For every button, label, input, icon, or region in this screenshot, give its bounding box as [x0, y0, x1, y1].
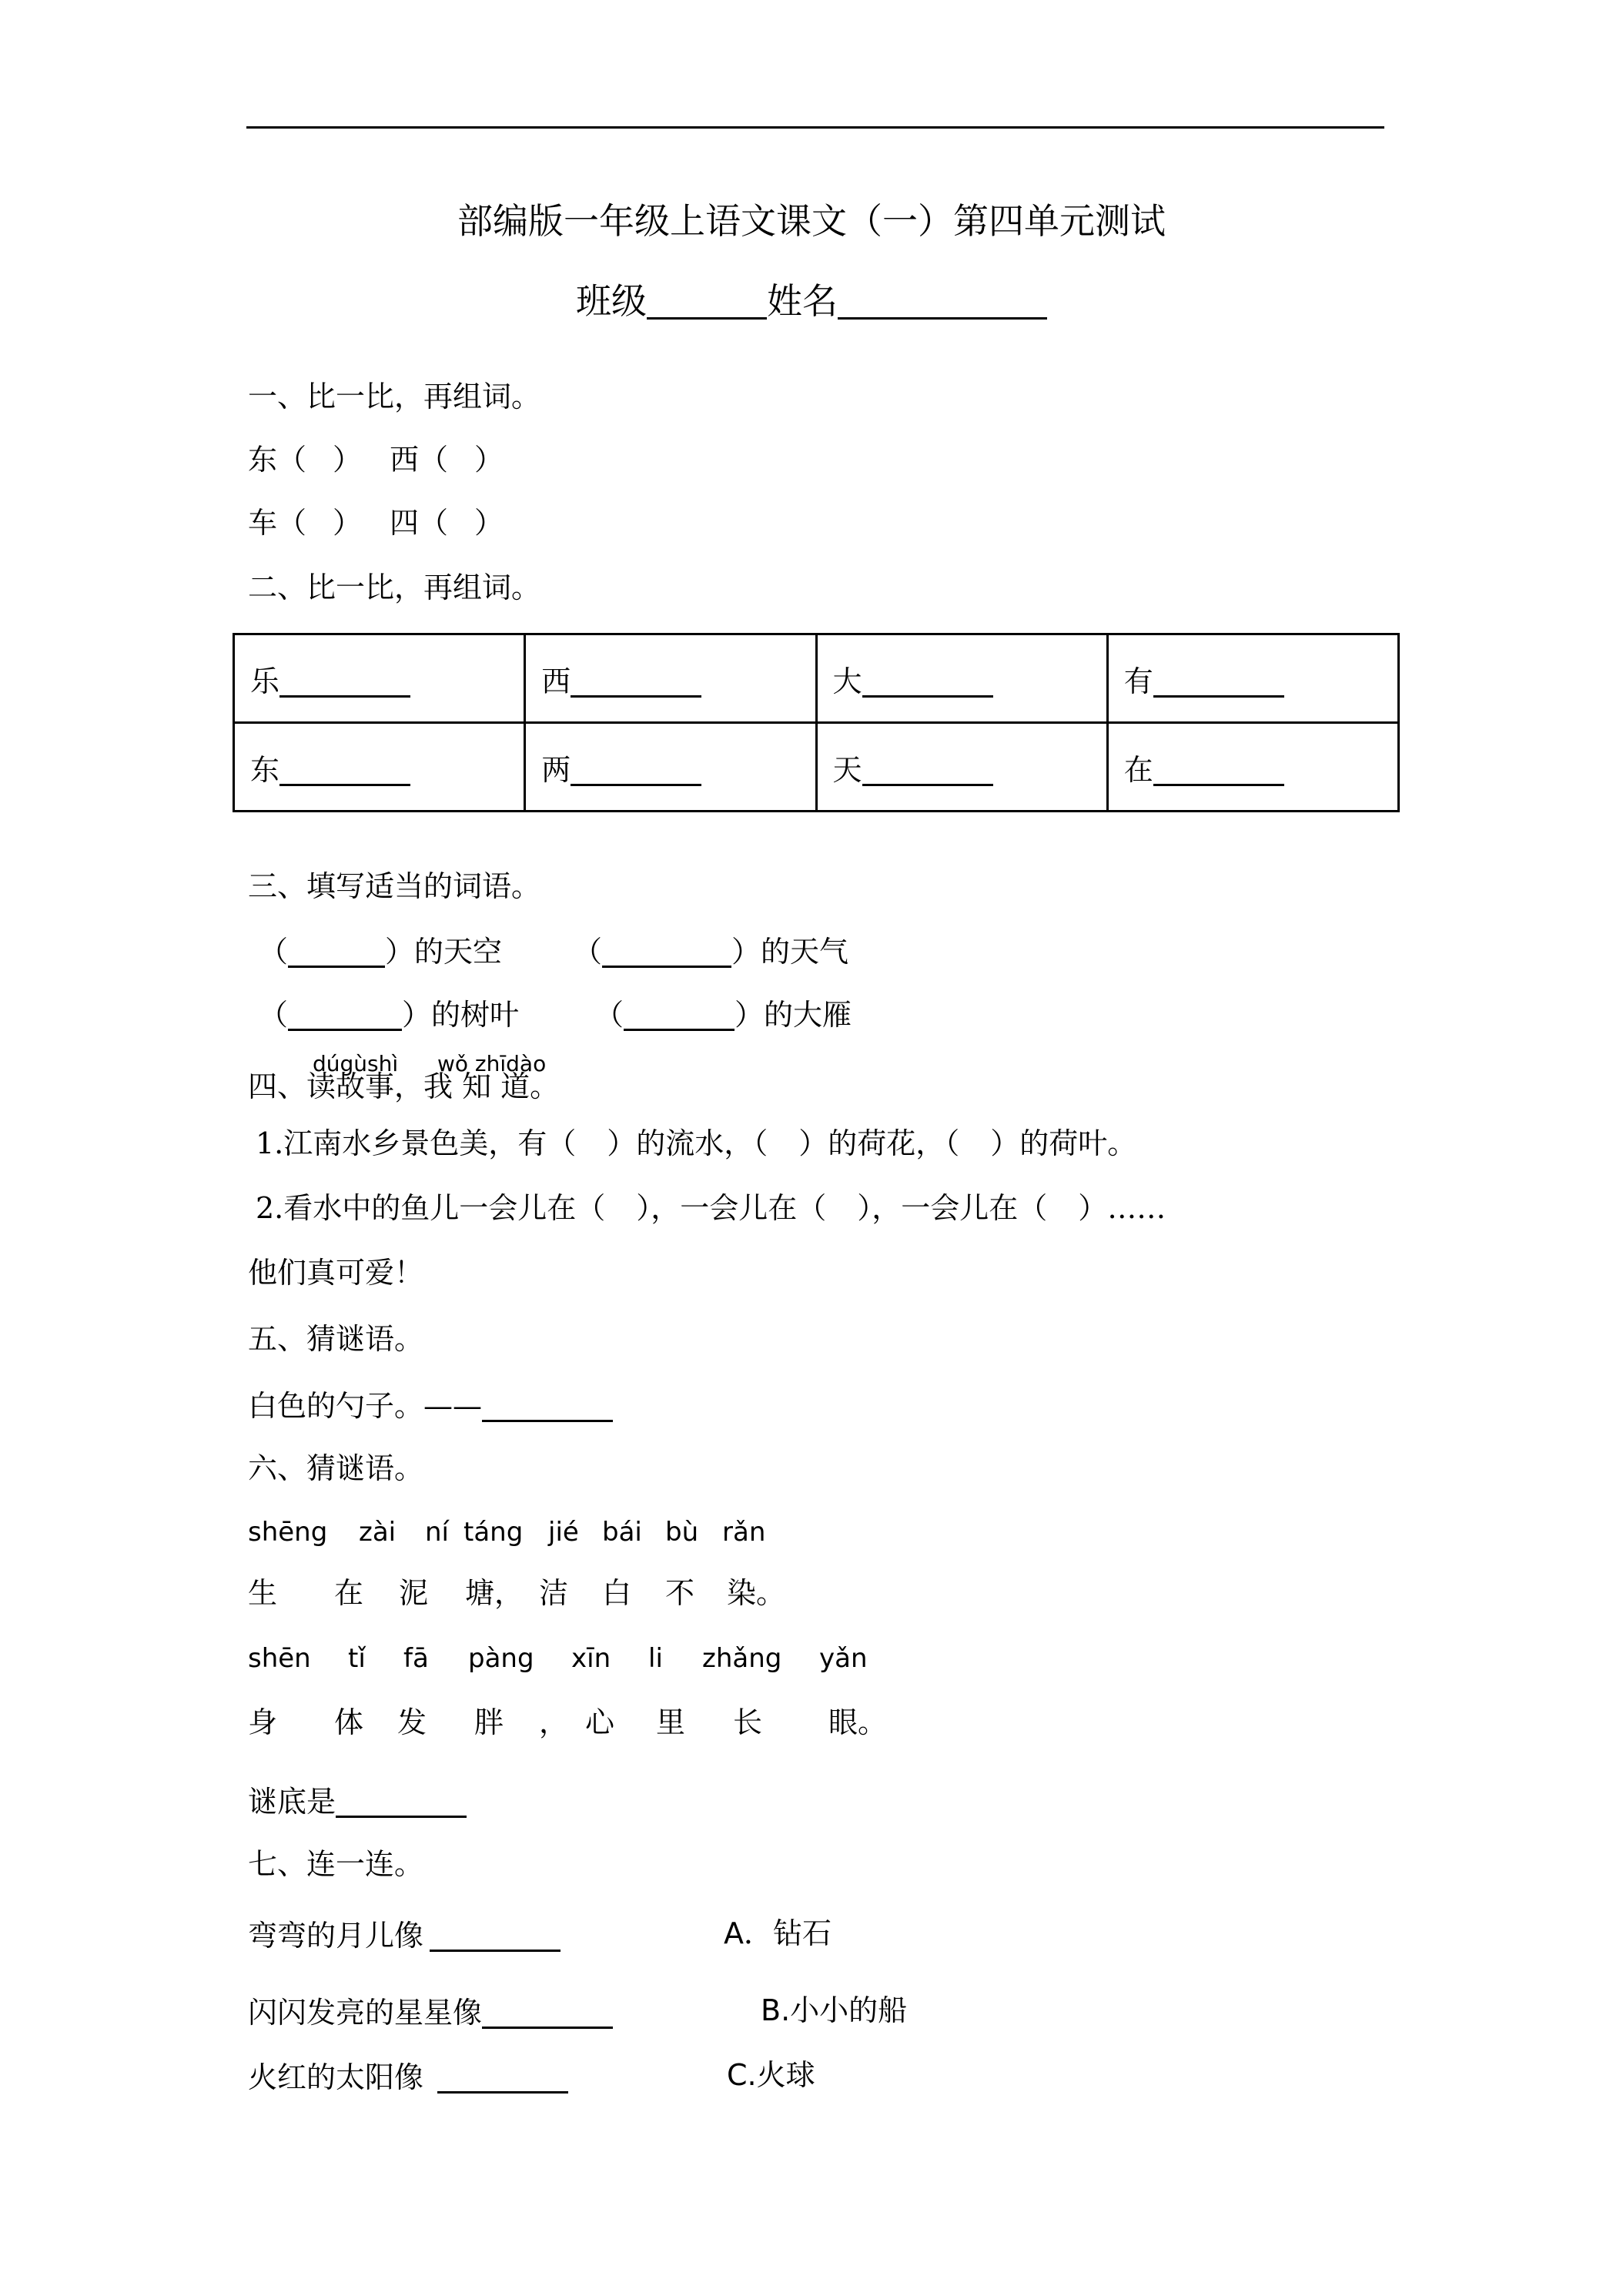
hanzi-char: 塘， — [465, 1576, 524, 1610]
section-1-heading: 一、比一比，再组词。 — [248, 380, 541, 413]
match-blank[interactable] — [482, 1996, 613, 2029]
fill-phrase — [259, 998, 519, 1031]
riddle-answer — [248, 1785, 467, 1818]
question-2 — [256, 1193, 1166, 1223]
q-text: 1.江南水乡景色美，有（ — [256, 1126, 577, 1160]
pinyin-syllable: zhǎng — [702, 1643, 782, 1674]
phrase-blank[interactable] — [624, 998, 735, 1031]
cell-char: 在 — [1123, 752, 1153, 787]
table-cell[interactable] — [234, 634, 525, 723]
phrase-text: 的树叶 — [431, 998, 520, 1032]
fill-phrase — [594, 998, 852, 1031]
section-1-row-2 — [248, 506, 504, 540]
word-table — [233, 633, 1400, 812]
paren-close: ） — [402, 998, 432, 1032]
question-1 — [256, 1126, 1137, 1160]
phrase-blank[interactable] — [602, 935, 731, 968]
pinyin-syllable: rǎn — [722, 1517, 766, 1548]
item-text: 车（ — [248, 506, 307, 540]
table-row — [234, 634, 1399, 723]
heading-text: 读故事，我 知 道。 — [306, 1069, 560, 1103]
table-cell[interactable] — [1107, 634, 1398, 723]
cell-char: 东 — [250, 752, 280, 787]
class-label: 班级 — [576, 280, 647, 322]
table-cell[interactable] — [816, 723, 1107, 812]
cell-blank[interactable] — [279, 664, 410, 698]
hanzi-char: 泥 — [399, 1576, 429, 1610]
match-left-text: 火红的太阳像 — [248, 2060, 424, 2094]
paren-close: ） — [731, 935, 761, 969]
match-left-text: 弯弯的月儿像 — [248, 1919, 424, 1953]
class-blank[interactable] — [647, 286, 767, 320]
match-blank[interactable] — [430, 1919, 561, 1952]
cell-char: 两 — [541, 752, 571, 787]
hanzi-char: 洁 — [539, 1576, 569, 1610]
hanzi-char: ， — [539, 1705, 569, 1739]
phrase-text: 的天空 — [414, 935, 503, 969]
match-left-item[interactable] — [248, 2060, 568, 2094]
cell-blank[interactable] — [862, 664, 993, 698]
answer-blank[interactable] — [336, 1785, 467, 1818]
pinyin-syllable: táng — [463, 1517, 524, 1548]
pinyin-syllable: xīn — [571, 1643, 611, 1674]
pinyin-annotation: dúgùshì — [313, 1051, 399, 1076]
pinyin-syllable: ní — [425, 1517, 449, 1548]
name-label: 姓名 — [767, 280, 838, 322]
hanzi-char: 体 — [334, 1705, 364, 1739]
cell-blank[interactable] — [571, 664, 701, 698]
cell-blank[interactable] — [1153, 753, 1284, 786]
fill-phrase — [259, 935, 502, 968]
section-6-heading: 六、猜谜语。 — [248, 1451, 424, 1485]
cell-char: 西 — [541, 664, 571, 698]
cell-blank[interactable] — [279, 753, 410, 786]
cell-char: 有 — [1123, 664, 1153, 698]
item-text: 四（ — [390, 506, 449, 540]
q-text: ），一会儿在（ — [636, 1191, 827, 1225]
cell-blank[interactable] — [571, 753, 701, 786]
q-text: ）的荷花，（ — [798, 1126, 960, 1160]
match-left-item[interactable] — [248, 1919, 561, 1952]
pinyin-syllable: fā — [403, 1643, 429, 1674]
pinyin-syllable: shēn — [248, 1643, 311, 1674]
table-cell[interactable] — [525, 634, 816, 723]
match-blank[interactable] — [437, 2060, 568, 2094]
item-text: ） — [474, 443, 504, 477]
match-right-item[interactable]: B.小小的船 — [761, 1993, 908, 2027]
hanzi-char: 染。 — [727, 1576, 786, 1610]
pinyin-syllable: li — [648, 1643, 663, 1674]
pinyin-syllable: shēng — [248, 1517, 328, 1548]
item-text: ） — [474, 506, 504, 540]
table-cell[interactable] — [525, 723, 816, 812]
paren-open: （ — [259, 998, 289, 1032]
q-text: ）…… — [1078, 1191, 1166, 1225]
pinyin-syllable: yǎn — [819, 1643, 868, 1674]
question-2-end: 他们真可爱！ — [248, 1256, 424, 1290]
phrase-text: 的天气 — [761, 935, 849, 969]
pinyin-syllable: zài — [359, 1517, 397, 1548]
hanzi-char: 里 — [656, 1705, 686, 1739]
item-text: ） — [333, 506, 363, 540]
cell-char: 天 — [832, 752, 862, 787]
q-text: ）的荷叶。 — [990, 1126, 1137, 1160]
pinyin-syllable: tǐ — [348, 1643, 366, 1674]
cell-blank[interactable] — [1153, 664, 1284, 698]
paren-close: ） — [385, 935, 415, 969]
cell-blank[interactable] — [862, 753, 993, 786]
match-left-item[interactable] — [248, 1996, 613, 2029]
name-blank[interactable] — [838, 286, 1047, 320]
paren-open: （ — [573, 935, 603, 969]
section-5-heading: 五、猜谜语。 — [248, 1322, 424, 1356]
hanzi-char: 生 — [248, 1576, 278, 1610]
section-3-heading: 三、填写适当的词语。 — [248, 869, 541, 903]
hanzi-char: 长 — [733, 1705, 763, 1739]
paren-open: （ — [259, 935, 289, 969]
class-name-line — [0, 280, 1623, 322]
item-text: 东（ — [248, 443, 307, 477]
pinyin-syllable: pàng — [468, 1643, 534, 1674]
hanzi-char: 心 — [585, 1705, 615, 1739]
item-text: 西（ — [390, 443, 449, 477]
q-text: 2.看水中的鱼儿一会儿在（ — [256, 1191, 606, 1225]
cell-char: 乐 — [250, 664, 280, 698]
q-text: ）的流水，（ — [607, 1126, 768, 1160]
table-row — [234, 723, 1399, 812]
table-cell[interactable] — [1107, 723, 1398, 812]
riddle-1 — [248, 1389, 613, 1422]
table-cell[interactable] — [234, 723, 525, 812]
paren-open: （ — [594, 998, 624, 1032]
header-rule — [246, 126, 1384, 129]
pinyin-annotation: wǒ zhīdào — [437, 1051, 547, 1076]
hanzi-char: 发 — [397, 1705, 427, 1739]
table-cell[interactable] — [816, 634, 1107, 723]
match-left-text: 闪闪发亮的星星像 — [248, 1996, 483, 2030]
phrase-blank[interactable] — [288, 998, 402, 1031]
section-1-row-1 — [248, 443, 504, 477]
page-title: 部编版一年级上语文课文（一）第四单元测试 — [457, 200, 1166, 242]
pinyin-line-1 — [248, 1517, 327, 1548]
answer-label: 谜底是 — [248, 1785, 336, 1819]
hanzi-char: 白 — [602, 1576, 632, 1610]
section-4-heading — [248, 1069, 560, 1103]
cell-char: 大 — [832, 664, 862, 698]
hanzi-char: 身 — [248, 1705, 278, 1739]
match-right-item[interactable]: A．钻石 — [724, 1916, 832, 1950]
section-7-heading: 七、连一连。 — [248, 1847, 424, 1881]
section-2-heading: 二、比一比，再组词。 — [248, 571, 541, 604]
phrase-text: 的大雁 — [764, 998, 852, 1032]
heading-prefix: 四、 — [248, 1069, 307, 1103]
fill-phrase — [573, 935, 848, 968]
q-text: ），一会儿在（ — [857, 1191, 1048, 1225]
hanzi-char: 在 — [334, 1576, 364, 1610]
riddle-blank[interactable] — [482, 1389, 613, 1422]
riddle-text: 白色的勺子。—— — [248, 1389, 483, 1423]
hanzi-char: 胖 — [474, 1705, 504, 1739]
hanzi-char: 不 — [665, 1576, 695, 1610]
hanzi-char: 眼。 — [828, 1705, 888, 1739]
item-text: ） — [333, 443, 363, 477]
pinyin-syllable: bù — [665, 1517, 699, 1548]
pinyin-syllable: bái — [602, 1517, 642, 1548]
phrase-blank[interactable] — [288, 935, 385, 968]
pinyin-syllable: jié — [548, 1517, 579, 1548]
paren-close: ） — [735, 998, 765, 1032]
match-right-item[interactable]: C.火球 — [727, 2058, 815, 2092]
